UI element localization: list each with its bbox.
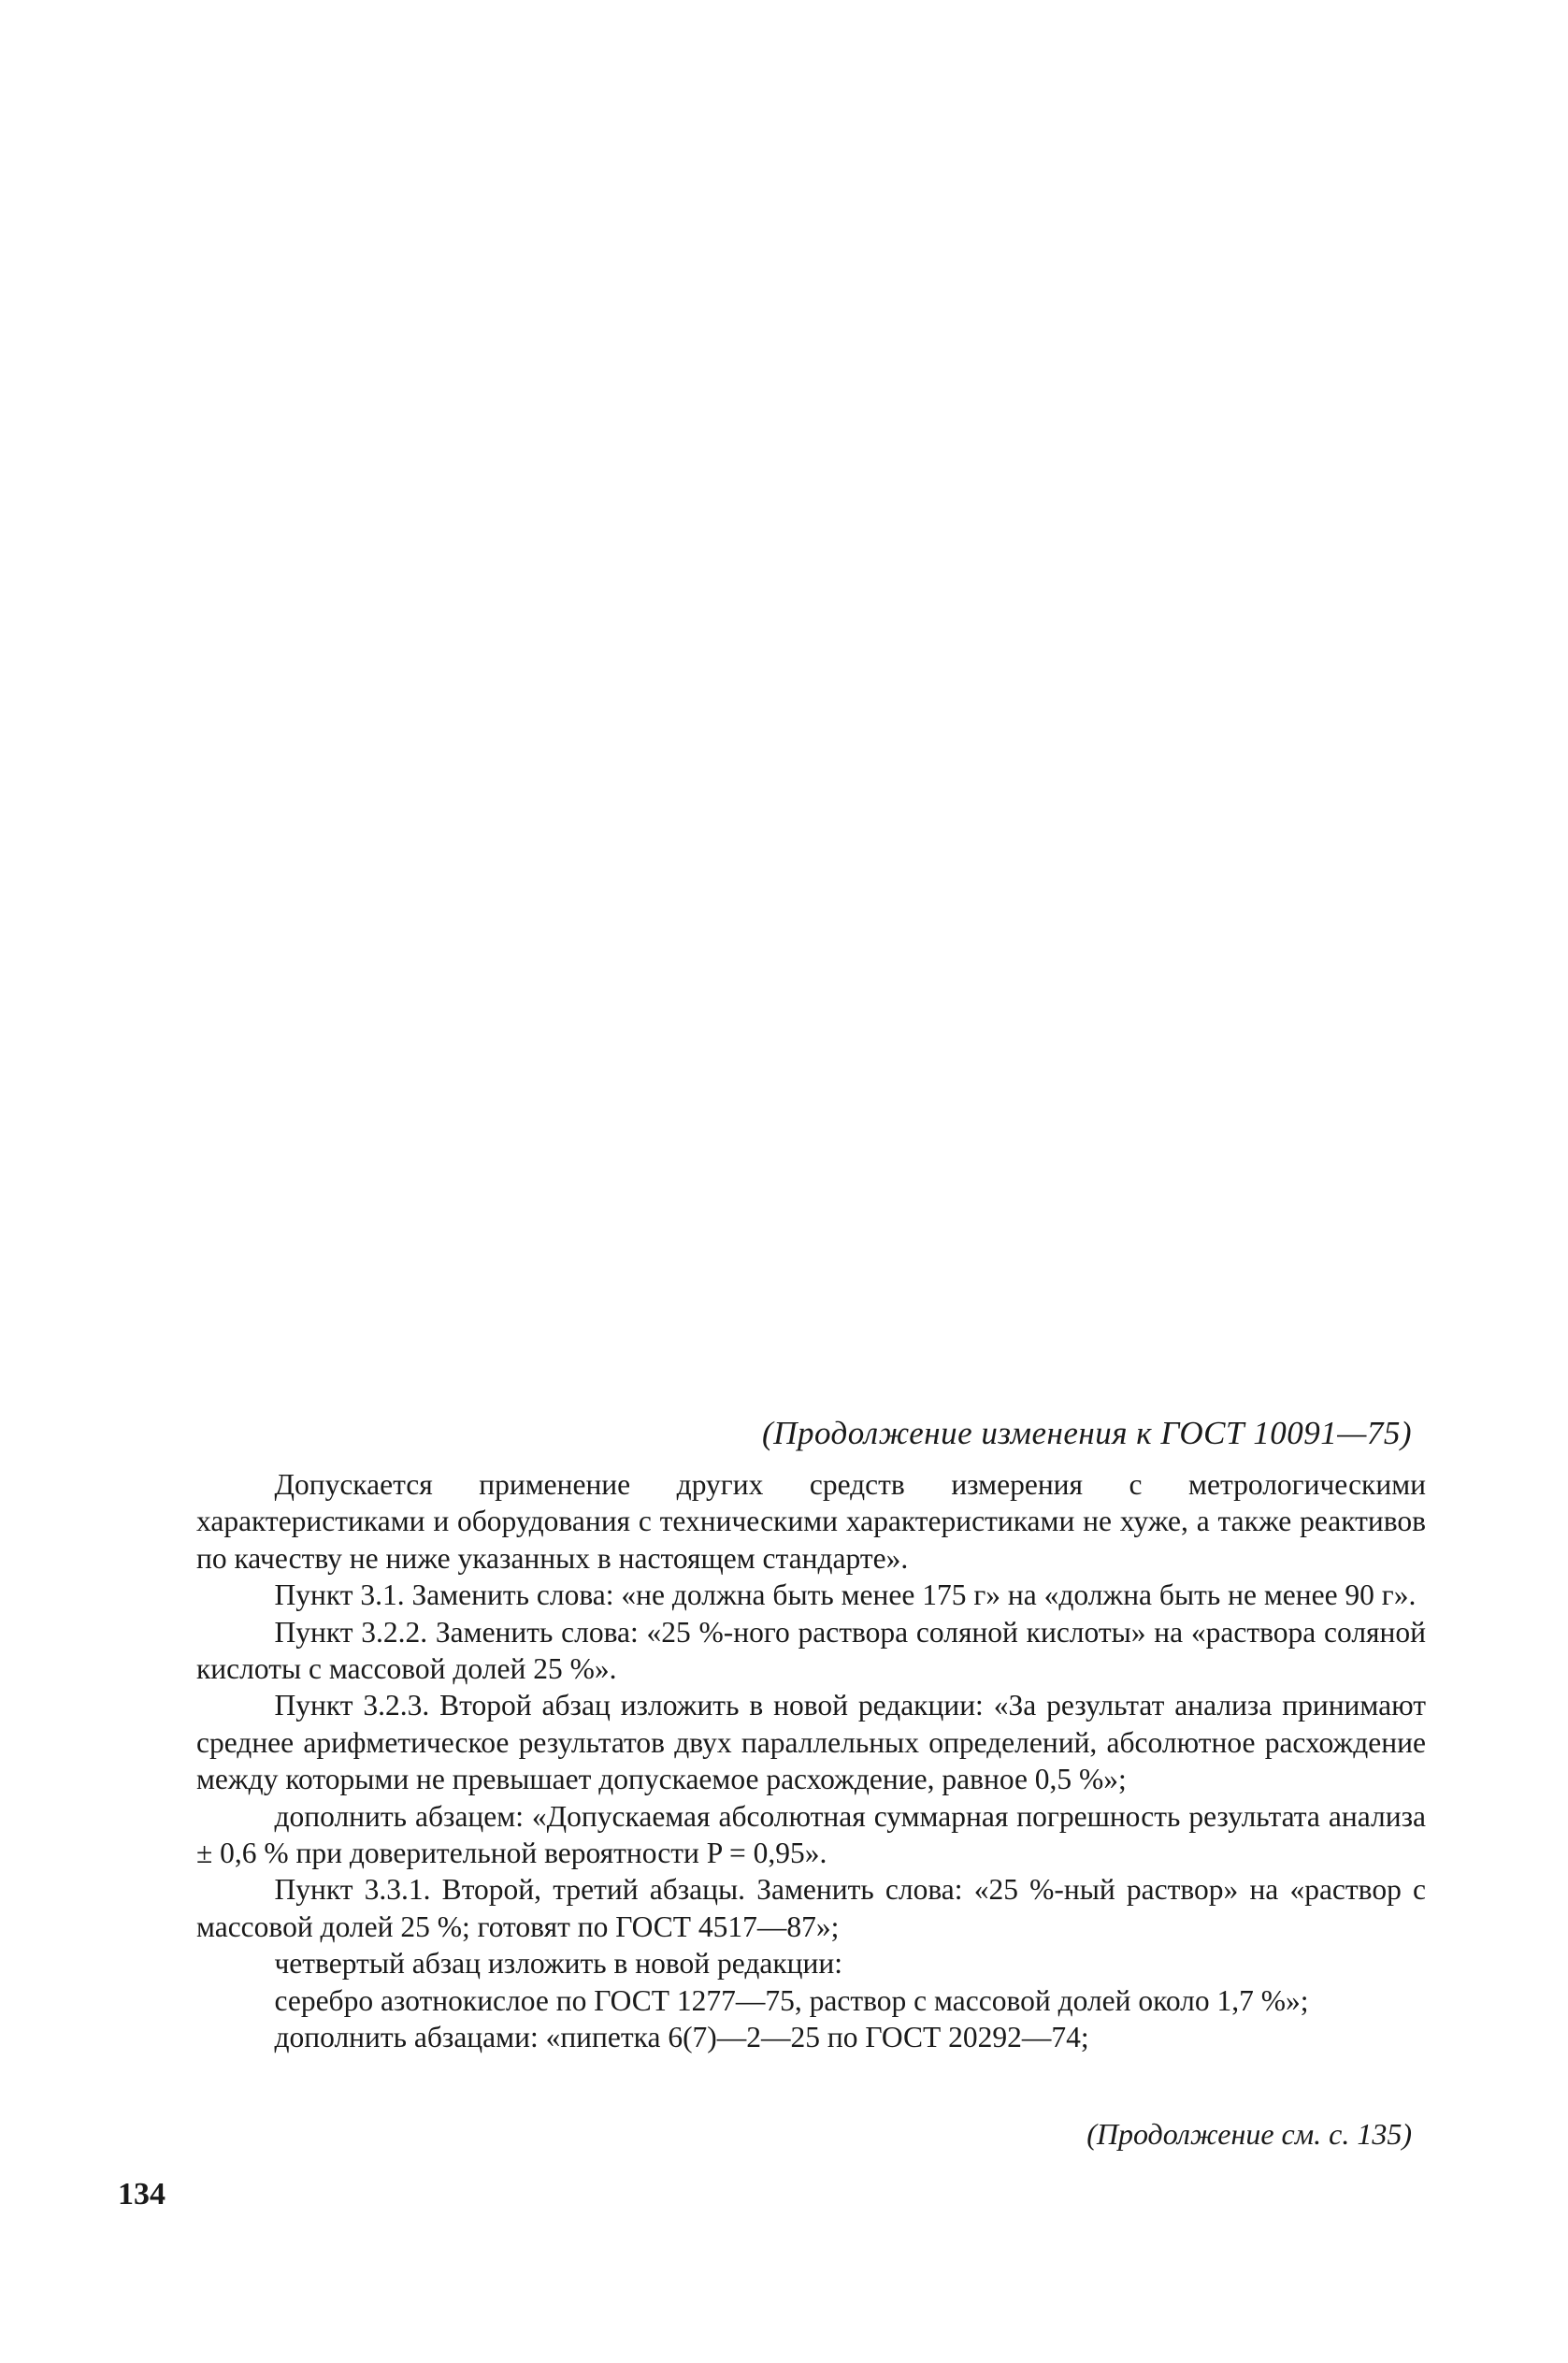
paragraph-6: Пункт 3.3.1. Второй, третий абзацы. Заменить слова: «25 %-ный раствор» на «раствор с массовой долей 25 %; готовят по ГОСТ 4517—87»; (196, 1873, 1426, 1943)
paragraph-8: серебро азотнокислое по ГОСТ 1277—75, раствор с массовой долей около 1,7 %»; (274, 1983, 1309, 2017)
page-header: (Продолжение изменения к ГОСТ 10091—75) (762, 1415, 1412, 1451)
paragraph-9: дополнить абзацами: «пипетка 6(7)—2—25 по ГОСТ 20292—74; (274, 2021, 1089, 2054)
paragraph-2: Пункт 3.1. Заменить слова: «не должна быть менее 175 г» на «должна быть не менее 90 г». (274, 1578, 1417, 1612)
paragraph-4: Пункт 3.2.3. Второй абзац изложить в новой редакции: «За результат анализа принимают среднее арифметическое результатов двух параллельных определений, абсолютное расхождение между которыми не превышает допускаемое расхождение, равное 0,5 %»; (196, 1689, 1426, 1796)
paragraph-5: дополнить абзацем: «Допускаемая абсолютная суммарная погрешность результата анализа ± 0,6 % при доверительной вероятности P = 0,95». (196, 1799, 1426, 1870)
paragraph-1: Допускается применение других средств измерения с метрологическими характеристиками и оборудования с техническими характеристиками не хуже, а также реактивов по качеству не ниже указанных в настоящем стандарте». (196, 1468, 1426, 1575)
body-text (196, 1466, 1426, 2056)
paragraph-7: четвертый абзац изложить в новой редакции: (274, 1947, 842, 1981)
paragraph-3: Пункт 3.2.2. Заменить слова: «25 %-ного раствора соляной кислоты» на «раствора соляной кислоты с массовой долей 25 %». (196, 1615, 1426, 1686)
continuation-note: (Продолжение см. с. 135) (1086, 2117, 1412, 2151)
page-number: 134 (118, 2177, 165, 2212)
